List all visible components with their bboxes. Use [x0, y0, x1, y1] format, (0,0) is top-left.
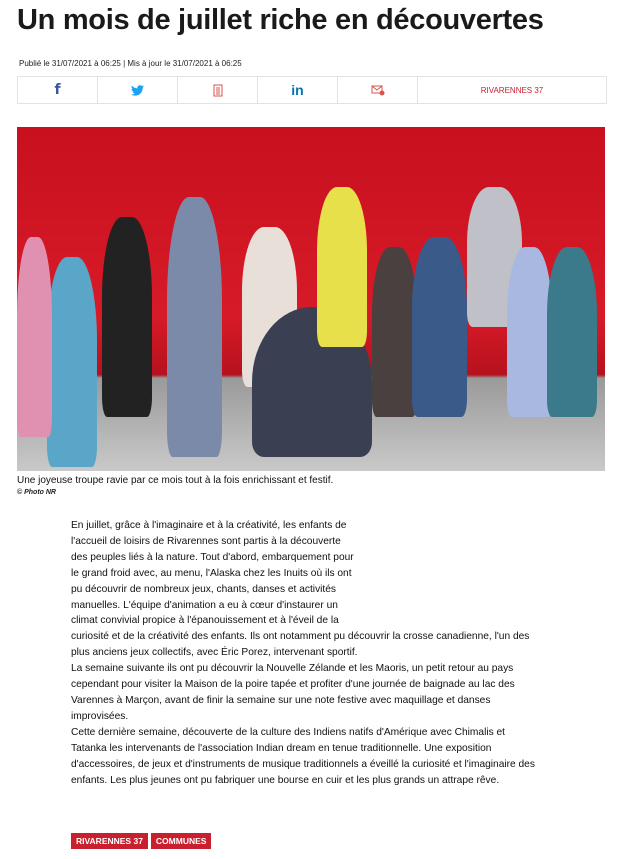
article-photo: [17, 127, 605, 471]
city-tag-link[interactable]: RIVARENNES 37: [480, 85, 544, 95]
linkedin-share-button[interactable]: [258, 77, 338, 103]
linkedin-icon: in: [291, 82, 304, 98]
body-line: improvisées.: [71, 710, 129, 722]
body-line: pu découvrir de nombreux jeux, chants, danses et activités: [71, 583, 337, 595]
share-bar: [17, 76, 607, 104]
tag-communes[interactable]: COMMUNES: [151, 833, 212, 849]
email-icon: [371, 85, 385, 96]
body-line: curiosité et de la créativité des enfants. Ils ont notamment pu découvrir la crosse canadienne, l'un des: [71, 631, 530, 643]
facebook-share-button[interactable]: [18, 77, 98, 103]
email-share-button[interactable]: [338, 77, 418, 103]
body-line: climat convivial propice à l'épanouissement et à l'éveil de la: [71, 615, 339, 627]
photo-caption: Une joyeuse troupe ravie par ce mois tout à la fois enrichissant et festif.: [17, 475, 334, 486]
body-line: manuelles. L'équipe d'animation a eu à cœur d'instaurer un: [71, 599, 338, 611]
article-tags: [71, 833, 211, 849]
facebook-icon: f: [54, 82, 61, 98]
article-title: Un mois de juillet riche en découvertes: [17, 4, 544, 36]
article-body: [71, 518, 535, 788]
body-line: d'accessoires, de jeux et d'instruments de musique traditionnels a éveillé la curiosité et l'imaginaire des: [71, 758, 535, 770]
twitter-icon: [131, 85, 144, 96]
body-line: Tatanka les intervenants de l'association Indian dream en tenue traditionnelle. Une exposition: [71, 742, 492, 754]
body-line: plus anciens jeux collectifs, avec Éric Porez, intervenant sportif.: [71, 647, 358, 659]
print-icon: [213, 84, 223, 97]
publish-date: Publié le 31/07/2021 à 06:25 | Mis à jour le 31/07/2021 à 06:25: [19, 59, 242, 68]
body-line: Varennes à Marçon, avant de finir la semaine sur une note festive avec maquillage et danses: [71, 694, 491, 706]
body-line: des peuples liés à la nature. Tout d'abord, embarquement pour: [71, 551, 354, 563]
body-line: l'accueil de loisirs de Rivarennes sont partis à la découverte: [71, 535, 341, 547]
twitter-share-button[interactable]: [98, 77, 178, 103]
body-line: Cette dernière semaine, découverte de la culture des Indiens natifs d'Amérique avec Chimalis et: [71, 726, 506, 738]
photo-credit: © Photo NR: [17, 489, 56, 496]
body-line: enfants. Les plus jeunes ont pu fabriquer une bourse en cuir et les plus grands un attrape rêve.: [71, 774, 500, 786]
body-line: En juillet, grâce à l'imaginaire et à la créativité, les enfants de: [71, 520, 347, 531]
body-line: le grand froid avec, au menu, l'Alaska chez les Inuits où ils ont: [71, 567, 352, 579]
tag-rivarennes[interactable]: RIVARENNES 37: [71, 833, 148, 849]
body-line: cependant pour visiter la Maison de la poire tapée et profiter d'une journée de baignade au lac des: [71, 679, 515, 691]
body-line: La semaine suivante ils ont pu découvrir la Nouvelle Zélande et les Maoris, un petit retour au pays: [71, 663, 514, 675]
print-button[interactable]: [178, 77, 258, 103]
